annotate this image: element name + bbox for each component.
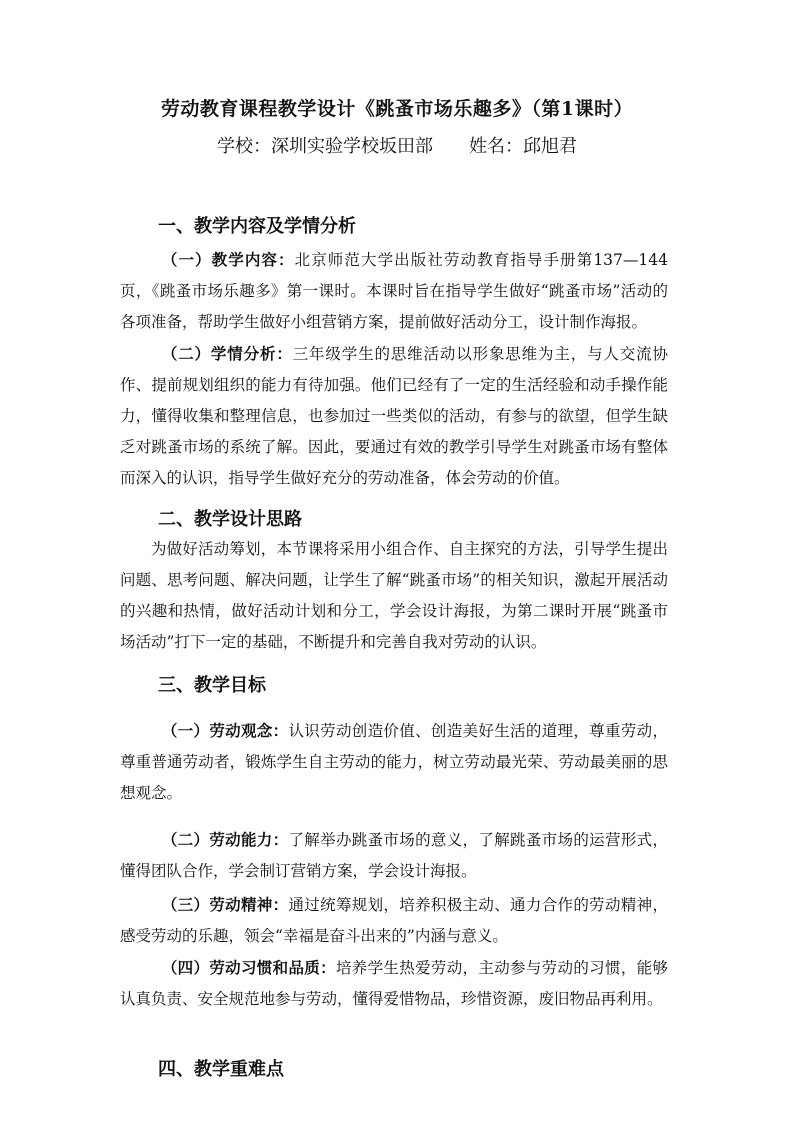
- section-heading-1: 一、教学内容及学情分析: [158, 216, 356, 237]
- paragraph-text: 北京师范大学出版社劳动教育指导手册第137—144页，《跳蚤市场乐趣多》第一课时。本课时旨在指导学生做好“跳蚤市场”活动的各项准备，帮助学生做好小组营销方案，提前做好活动分工，设计制作海报。: [120, 251, 668, 331]
- author-name: 姓名：邱旭君: [469, 136, 577, 157]
- paragraph-labor-concept: [120, 715, 668, 809]
- school-info: 学校：深圳实验学校坂田部: [217, 136, 433, 157]
- paragraph-label: （三）劳动精神：: [161, 895, 289, 914]
- paragraph-label: （二）劳动能力：: [161, 830, 289, 849]
- paragraph-text: 为做好活动筹划，本节课将采用小组合作、自主探究的方法，引导学生提出问题、思考问题、解决问题，让学生了解“跳蚤市场”的相关知识，激起开展活动的兴趣和热情，做好活动计划和分工，学会设计海报，为第二课时开展“跳蚤市场活动”打下一定的基础，不断提升和完善自我对劳动的认识。: [120, 540, 668, 651]
- paragraph-label: （二）学情分析：: [161, 344, 293, 363]
- paragraph-label: （四）劳动习惯和品质：: [161, 958, 336, 977]
- paragraph-student-analysis: [120, 338, 668, 494]
- paragraph-text: 通过统筹规划，培养积极主动、通力合作的劳动精神，感受劳动的乐趣，领会“幸福是奋斗出来的”内涵与意义。: [120, 896, 668, 945]
- paragraph-labor-ability: [120, 824, 668, 887]
- section-heading-4: 四、教学重难点: [158, 1059, 284, 1080]
- paragraph-text: 培养学生热爱劳动，主动参与劳动的习惯，能够认真负责、安全规范地参与劳动，懂得爱惜物品，珍惜资源，废旧物品再利用。: [120, 959, 668, 1008]
- paragraph-labor-habits: [120, 952, 668, 1015]
- document-title: 劳动教育课程教学设计《跳蚤市场乐趣多》（第1课时）: [160, 98, 634, 120]
- author-line: [0, 132, 794, 158]
- paragraph-text: 了解举办跳蚤市场的意义，了解跳蚤市场的运营形式，懂得团队合作，学会制订营销方案，学会设计海报。: [120, 831, 668, 880]
- paragraph-label: （一）教学内容：: [161, 250, 295, 269]
- paragraph-text: 三年级学生的思维活动以形象思维为主，与人交流协作、提前规划组织的能力有待加强。他们已经有了一定的生活经验和动手操作能力，懂得收集和整理信息，也参加过一些类似的活动，有参与的欲望，但学生缺乏对跳蚤市场的系统了解。因此，要通过有效的教学引导学生对跳蚤市场有整体而深入的认识，指导学生做好充分的劳动准备，体会劳动的价值。: [120, 345, 668, 487]
- section-heading-3: 三、教学目标: [158, 675, 266, 696]
- paragraph-labor-spirit: [120, 889, 668, 952]
- paragraph-teaching-content: [120, 244, 668, 338]
- paragraph-label: （一）劳动观念：: [161, 721, 289, 740]
- paragraph-design-idea: [120, 534, 668, 658]
- section-heading-2: 二、教学设计思路: [158, 509, 302, 530]
- paragraph-text: 认识劳动创造价值、创造美好生活的道理，尊重劳动，尊重普通劳动者，锻炼学生自主劳动的能力，树立劳动最光荣、劳动最美丽的思想观念。: [120, 722, 668, 802]
